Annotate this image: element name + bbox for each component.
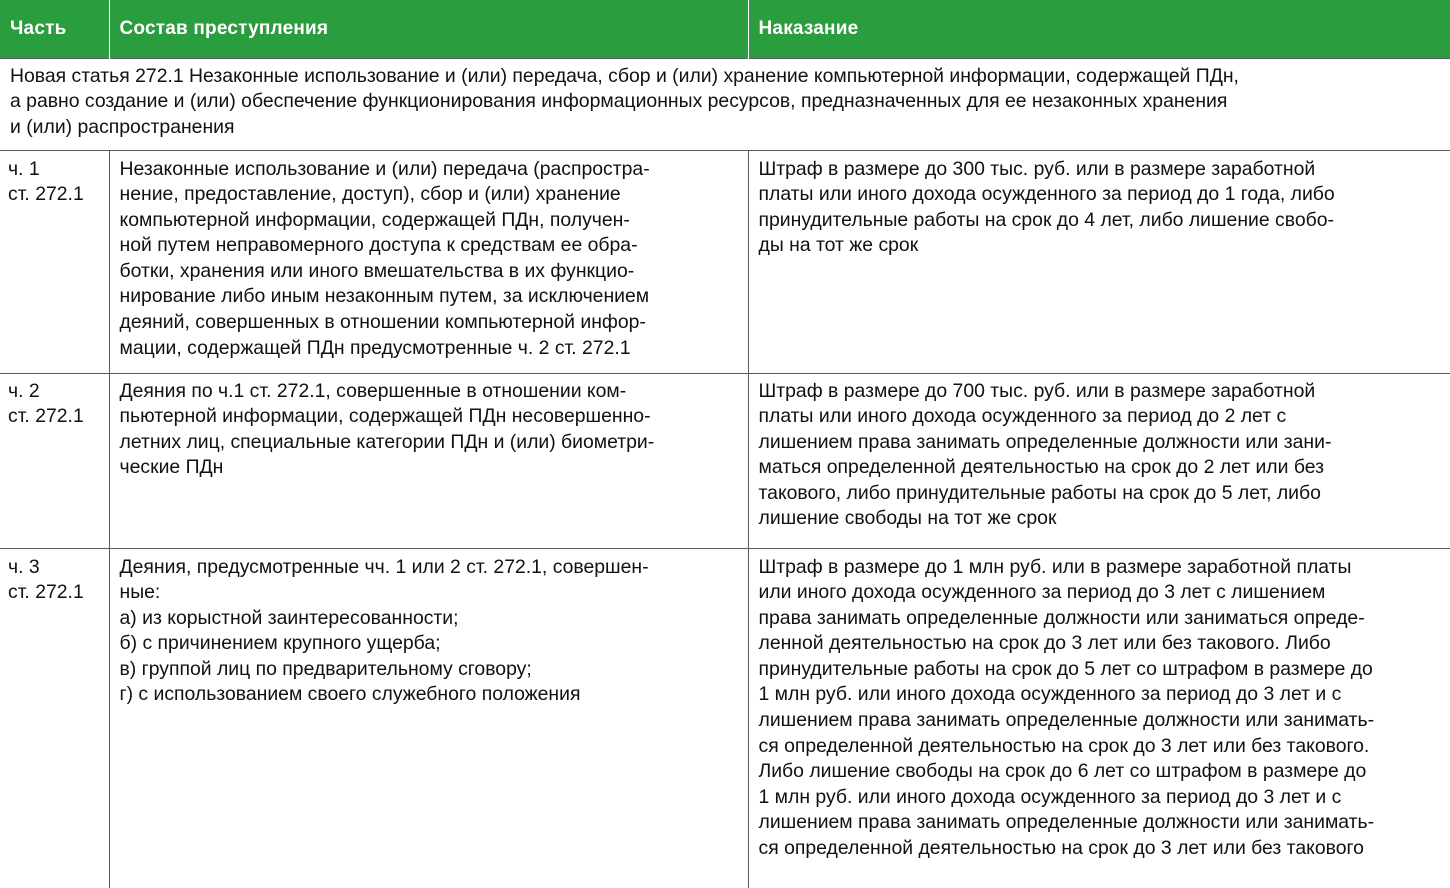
punishment-line: лишением права занимать определенные должности или занимать- <box>758 709 1375 732</box>
punishment-line: права занимать определенные должности или заниматься опреде- <box>758 606 1365 629</box>
part-label: ч. 2 <box>8 379 40 402</box>
composition-line: ной путем неправомерного доступа к средствам ее обра- <box>119 234 638 257</box>
header-punishment: Наказание <box>748 0 1450 58</box>
table-row <box>0 373 1450 548</box>
composition-line: ботки, хранения или иного вмешательства в их функцио- <box>119 259 635 282</box>
composition-line: Деяния по ч.1 ст. 272.1, совершенные в отношении ком- <box>119 379 627 402</box>
punishment-cell <box>748 548 1450 888</box>
article-title-line: и (или) распространения <box>10 115 235 138</box>
composition-line: г) с использованием своего служебного положения <box>119 683 581 706</box>
punishment-line: такового, либо принудительные работы на срок до 5 лет, либо <box>758 481 1321 504</box>
punishment-line: лишением права занимать определенные должности или занимать- <box>758 811 1375 834</box>
punishment-line: Штраф в размере до 1 млн руб. или в размере заработной платы <box>758 555 1352 578</box>
punishment-line: принудительные работы на срок до 4 лет, либо лишение свобо- <box>758 208 1334 231</box>
punishment-cell <box>748 150 1450 373</box>
punishment-line: принудительные работы на срок до 5 лет со штрафом в размере до <box>758 657 1373 680</box>
composition-line: Деяния, предусмотренные чч. 1 или 2 ст. 272.1, совершен- <box>119 555 649 578</box>
composition-line: пьютерной информации, содержащей ПДн несовершенно- <box>119 405 651 428</box>
article-title-cell <box>0 58 1450 150</box>
punishment-line: Либо лишение свободы на срок до 6 лет со штрафом в размере до <box>758 760 1367 783</box>
composition-line: летних лиц, специальные категории ПДн и (или) биометри- <box>119 430 655 453</box>
punishment-line: 1 млн руб. или иного дохода осужденного за период до 3 лет и с <box>758 683 1342 706</box>
table-row <box>0 548 1450 888</box>
table-row <box>0 150 1450 373</box>
part-cell <box>0 150 109 373</box>
header-part: Часть <box>0 0 109 58</box>
punishment-line: ленной деятельностью на срок до 3 лет или без такового. Либо <box>758 632 1331 655</box>
article-title-row <box>0 58 1450 150</box>
part-article: ст. 272.1 <box>8 405 84 428</box>
article-title-line: а равно создание и (или) обеспечение функционирования информационных ресурсов, предназначенных для ее незаконных хранения <box>10 90 1228 113</box>
header-composition: Состав преступления <box>109 0 748 58</box>
punishment-line: платы или иного дохода осужденного за период до 2 лет с <box>758 405 1287 428</box>
punishment-line: Штраф в размере до 300 тыс. руб. или в размере заработной <box>758 157 1316 180</box>
composition-line: ческие ПДн <box>119 456 224 479</box>
composition-cell <box>109 373 748 548</box>
part-article: ст. 272.1 <box>8 581 84 604</box>
part-cell <box>0 548 109 888</box>
punishment-line: 1 млн руб. или иного дохода осужденного за период до 3 лет и с <box>758 785 1342 808</box>
composition-cell <box>109 548 748 888</box>
composition-cell <box>109 150 748 373</box>
composition-line: нирование либо иным незаконным путем, за исключением <box>119 285 650 308</box>
composition-line: мации, содержащей ПДн предусмотренные ч. 2 ст. 272.1 <box>119 336 631 359</box>
composition-line: Незаконные использование и (или) передача (распростра- <box>119 157 650 180</box>
composition-line: деяний, совершенных в отношении компьютерной инфор- <box>119 311 646 334</box>
punishment-line: ся определенной деятельностью на срок до 3 лет или без такового <box>758 837 1364 860</box>
punishment-line: или иного дохода осужденного за период до 3 лет с лишением <box>758 581 1326 604</box>
part-cell <box>0 373 109 548</box>
part-article: ст. 272.1 <box>8 183 84 206</box>
composition-line: нение, предоставление, доступ), сбор и (или) хранение <box>119 183 621 206</box>
article-title-line: Новая статья 272.1 Незаконные использование и (или) передача, сбор и (или) хранение компьютерной информации, содержащей ПДн, <box>10 64 1239 87</box>
punishment-line: ды на тот же срок <box>758 234 919 257</box>
punishment-line: лишением права занимать определенные должности или зани- <box>758 430 1332 453</box>
part-label: ч. 1 <box>8 157 40 180</box>
header-row <box>0 0 1450 58</box>
punishment-line: Штраф в размере до 700 тыс. руб. или в размере заработной <box>758 379 1316 402</box>
composition-line: ные: <box>119 581 161 604</box>
composition-line: б) с причинением крупного ущерба; <box>119 632 441 655</box>
composition-line: в) группой лиц по предварительному сговору; <box>119 657 532 680</box>
punishment-line: ся определенной деятельностью на срок до 3 лет или без такового. <box>758 734 1370 757</box>
punishment-line: лишение свободы на тот же срок <box>758 507 1057 530</box>
punishment-cell <box>748 373 1450 548</box>
punishment-line: маться определенной деятельностью на срок до 2 лет или без <box>758 456 1324 479</box>
punishment-line: платы или иного дохода осужденного за период до 1 года, либо <box>758 183 1335 206</box>
composition-line: а) из корыстной заинтересованности; <box>119 606 459 629</box>
composition-line: компьютерной информации, содержащей ПДн, получен- <box>119 208 630 231</box>
part-label: ч. 3 <box>8 555 40 578</box>
